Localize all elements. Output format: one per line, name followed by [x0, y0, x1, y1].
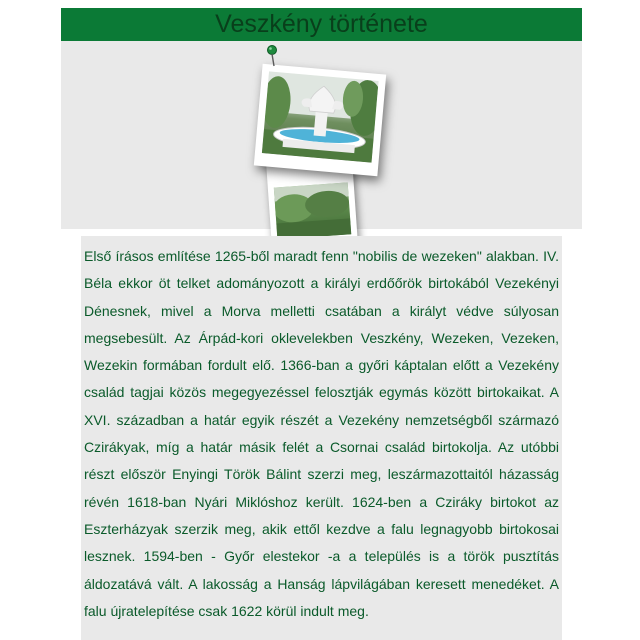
history-paragraph: Első írásos említése 1265-ből maradt fenn "nobilis de wezeken" alakban. IV. Béla ekkor öt telket adományozott a királyi erdőőrök birtokából Vezekényi Dénesnek, mivel a Morva melletti csatában a királyt védve súlyosan megsebesült. Az Árpád-kori oklevelekben Veszkény, Wezeken, Vezeken, Wezekin formában fordult elő. 1366-ban a győri káptalan előtt a Vezekény család tagjai közös megegyezéssel felosztják egymás között birtokaikat. A XVI. században a határ egyik részét a Vezekény nemzetségből származó Czirákyak, míg a határ másik felét a Csornai család birtokolja. Az utóbbi részt először Enyingi Török Bálint szerzi meg, leszármazottaitól házasság révén 1618-ban Nyári Miklóshoz került. 1624-ben a Cziráky birtokot az Eszterházyak szerzik meg, akik ettől kezdve a falu legnagyobb birtokosai lesznek. 1594-ben - Győr elestekor -a a település is a török pusztítás áldozatává vált. A lakosság a Hanság lápvilágában keresett menedéket. A falu újratelepítése csak 1622 körül indult meg.	[84, 248, 559, 619]
fountain-photo	[262, 71, 379, 162]
history-text-panel	[81, 236, 562, 640]
pushpin-icon	[266, 45, 278, 67]
page-title: Veszkény története	[215, 10, 428, 38]
title-bar	[61, 8, 582, 41]
photo-front	[254, 64, 386, 176]
photo-back-image	[274, 182, 351, 239]
photo-banner	[61, 41, 582, 229]
